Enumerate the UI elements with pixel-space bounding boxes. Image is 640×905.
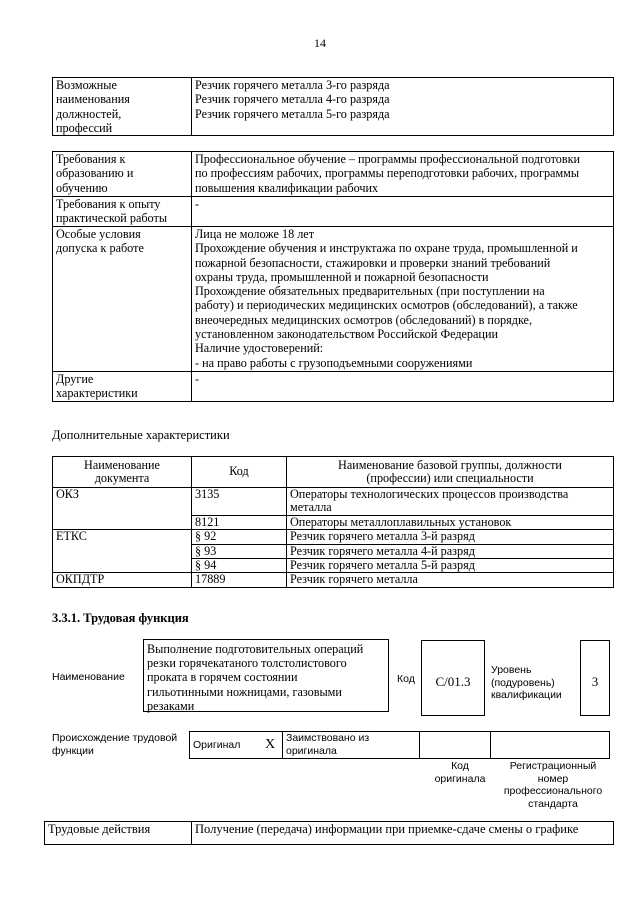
code-cell: 17889 [192, 573, 287, 587]
name-cell: Резчик горячего металла [287, 573, 614, 587]
table-row [53, 573, 614, 587]
doc-cell: ОКПДТР [53, 573, 192, 587]
table-row [53, 515, 614, 529]
requirement-other-row [53, 372, 614, 402]
section-title: 3.3.1. Трудовая функция [52, 611, 189, 625]
actions-first: Получение (передача) информации при приемке-сдаче смены о графике [192, 822, 614, 845]
table-row [53, 488, 614, 516]
requirement-value: - [192, 197, 614, 227]
additional-table [52, 456, 614, 588]
function-code-label: Код [397, 673, 415, 685]
doc-cell [53, 559, 192, 573]
additional-title: Дополнительные характеристики [52, 428, 230, 442]
name-cell: Резчик горячего металла 4-й разряд [287, 544, 614, 558]
code-cell: § 93 [192, 544, 287, 558]
name-cell: Операторы технологических процессов производства металла [287, 488, 614, 516]
requirement-label: Требования к образованию и обучению [53, 152, 192, 197]
table-row [53, 544, 614, 558]
requirement-value: Профессиональное обучение – программы профессиональной подготовки по профессиям рабочих, программы переподготовки рабочих, программы повышения квалификации рабочих [192, 152, 614, 197]
header-code: Код [192, 457, 287, 488]
requirement-value: Лица не моложе 18 лет Прохождение обучения и инструктажа по охране труда, промышленной и пожарной безопасности, стажировки и проверки знаний требований охраны труда, промышленной и пожарной безопасности Прохождение обязательных предварительных (при поступлении на работу) и периодических медицинских осмотров (обследований), а также внеочередных медицинских осмотров (обследований) в порядке, установленном законодательством Российской Федерации Наличие удостоверений: - на право работы с грузоподъемными сооружениями [192, 227, 614, 372]
requirement-label: Другие характеристики [53, 372, 192, 402]
origin-table [189, 731, 610, 759]
function-name-box: Выполнение подготовительных операций резки горячекатаного толстолистового проката в горячем состоянии гильотинными ножницами, газовыми резаками [143, 639, 389, 712]
code-original-label: Код оригинала [434, 760, 486, 785]
function-name-label: Наименование [52, 671, 125, 683]
requirement-education-row [53, 152, 614, 197]
function-code-box: С/01.3 [421, 640, 485, 716]
positions-values: Резчик горячего металла 3-го разряда Резчик горячего металла 4-го разряда Резчик горячего металла 5-го разряда [192, 78, 614, 136]
actions-table [44, 821, 614, 845]
doc-cell: ОКЗ [53, 488, 192, 516]
level-label: Уровень (подуровень) квалификации [491, 664, 562, 701]
table-row [53, 559, 614, 573]
additional-header-row [53, 457, 614, 488]
actions-label: Трудовые действия [45, 822, 192, 845]
borrowed-cell: Заимствовано из оригинала [283, 732, 420, 759]
requirement-label: Требования к опыту практической работы [53, 197, 192, 227]
header-doc: Наименование документа [53, 457, 192, 488]
code-original-cell [420, 732, 491, 759]
header-name: Наименование базовой группы, должности (профессии) или специальности [287, 457, 614, 488]
table-row [53, 530, 614, 544]
name-cell: Резчик горячего металла 5-й разряд [287, 559, 614, 573]
requirements-table [52, 151, 614, 402]
reg-number-cell [491, 732, 610, 759]
doc-cell [53, 544, 192, 558]
doc-cell [53, 515, 192, 529]
code-cell: § 94 [192, 559, 287, 573]
code-cell: 3135 [192, 488, 287, 516]
name-cell: Операторы металлоплавильных установок [287, 515, 614, 529]
page-number: 14 [314, 36, 326, 50]
requirement-admission-row [53, 227, 614, 372]
level-box: 3 [580, 640, 610, 716]
requirement-label: Особые условия допуска к работе [53, 227, 192, 372]
code-cell: 8121 [192, 515, 287, 529]
original-label: Оригинал [190, 732, 259, 759]
code-cell: § 92 [192, 530, 287, 544]
positions-table [52, 77, 614, 136]
requirement-experience-row [53, 197, 614, 227]
original-mark: X [258, 732, 283, 759]
name-cell: Резчик горячего металла 3-й разряд [287, 530, 614, 544]
origin-label: Происхождение трудовой функции [52, 732, 178, 757]
requirement-value: - [192, 372, 614, 402]
reg-number-label: Регистрационный номер профессионального стандарта [503, 760, 603, 810]
positions-label: Возможные наименования должностей, профессий [53, 78, 192, 136]
doc-cell: ЕТКС [53, 530, 192, 544]
